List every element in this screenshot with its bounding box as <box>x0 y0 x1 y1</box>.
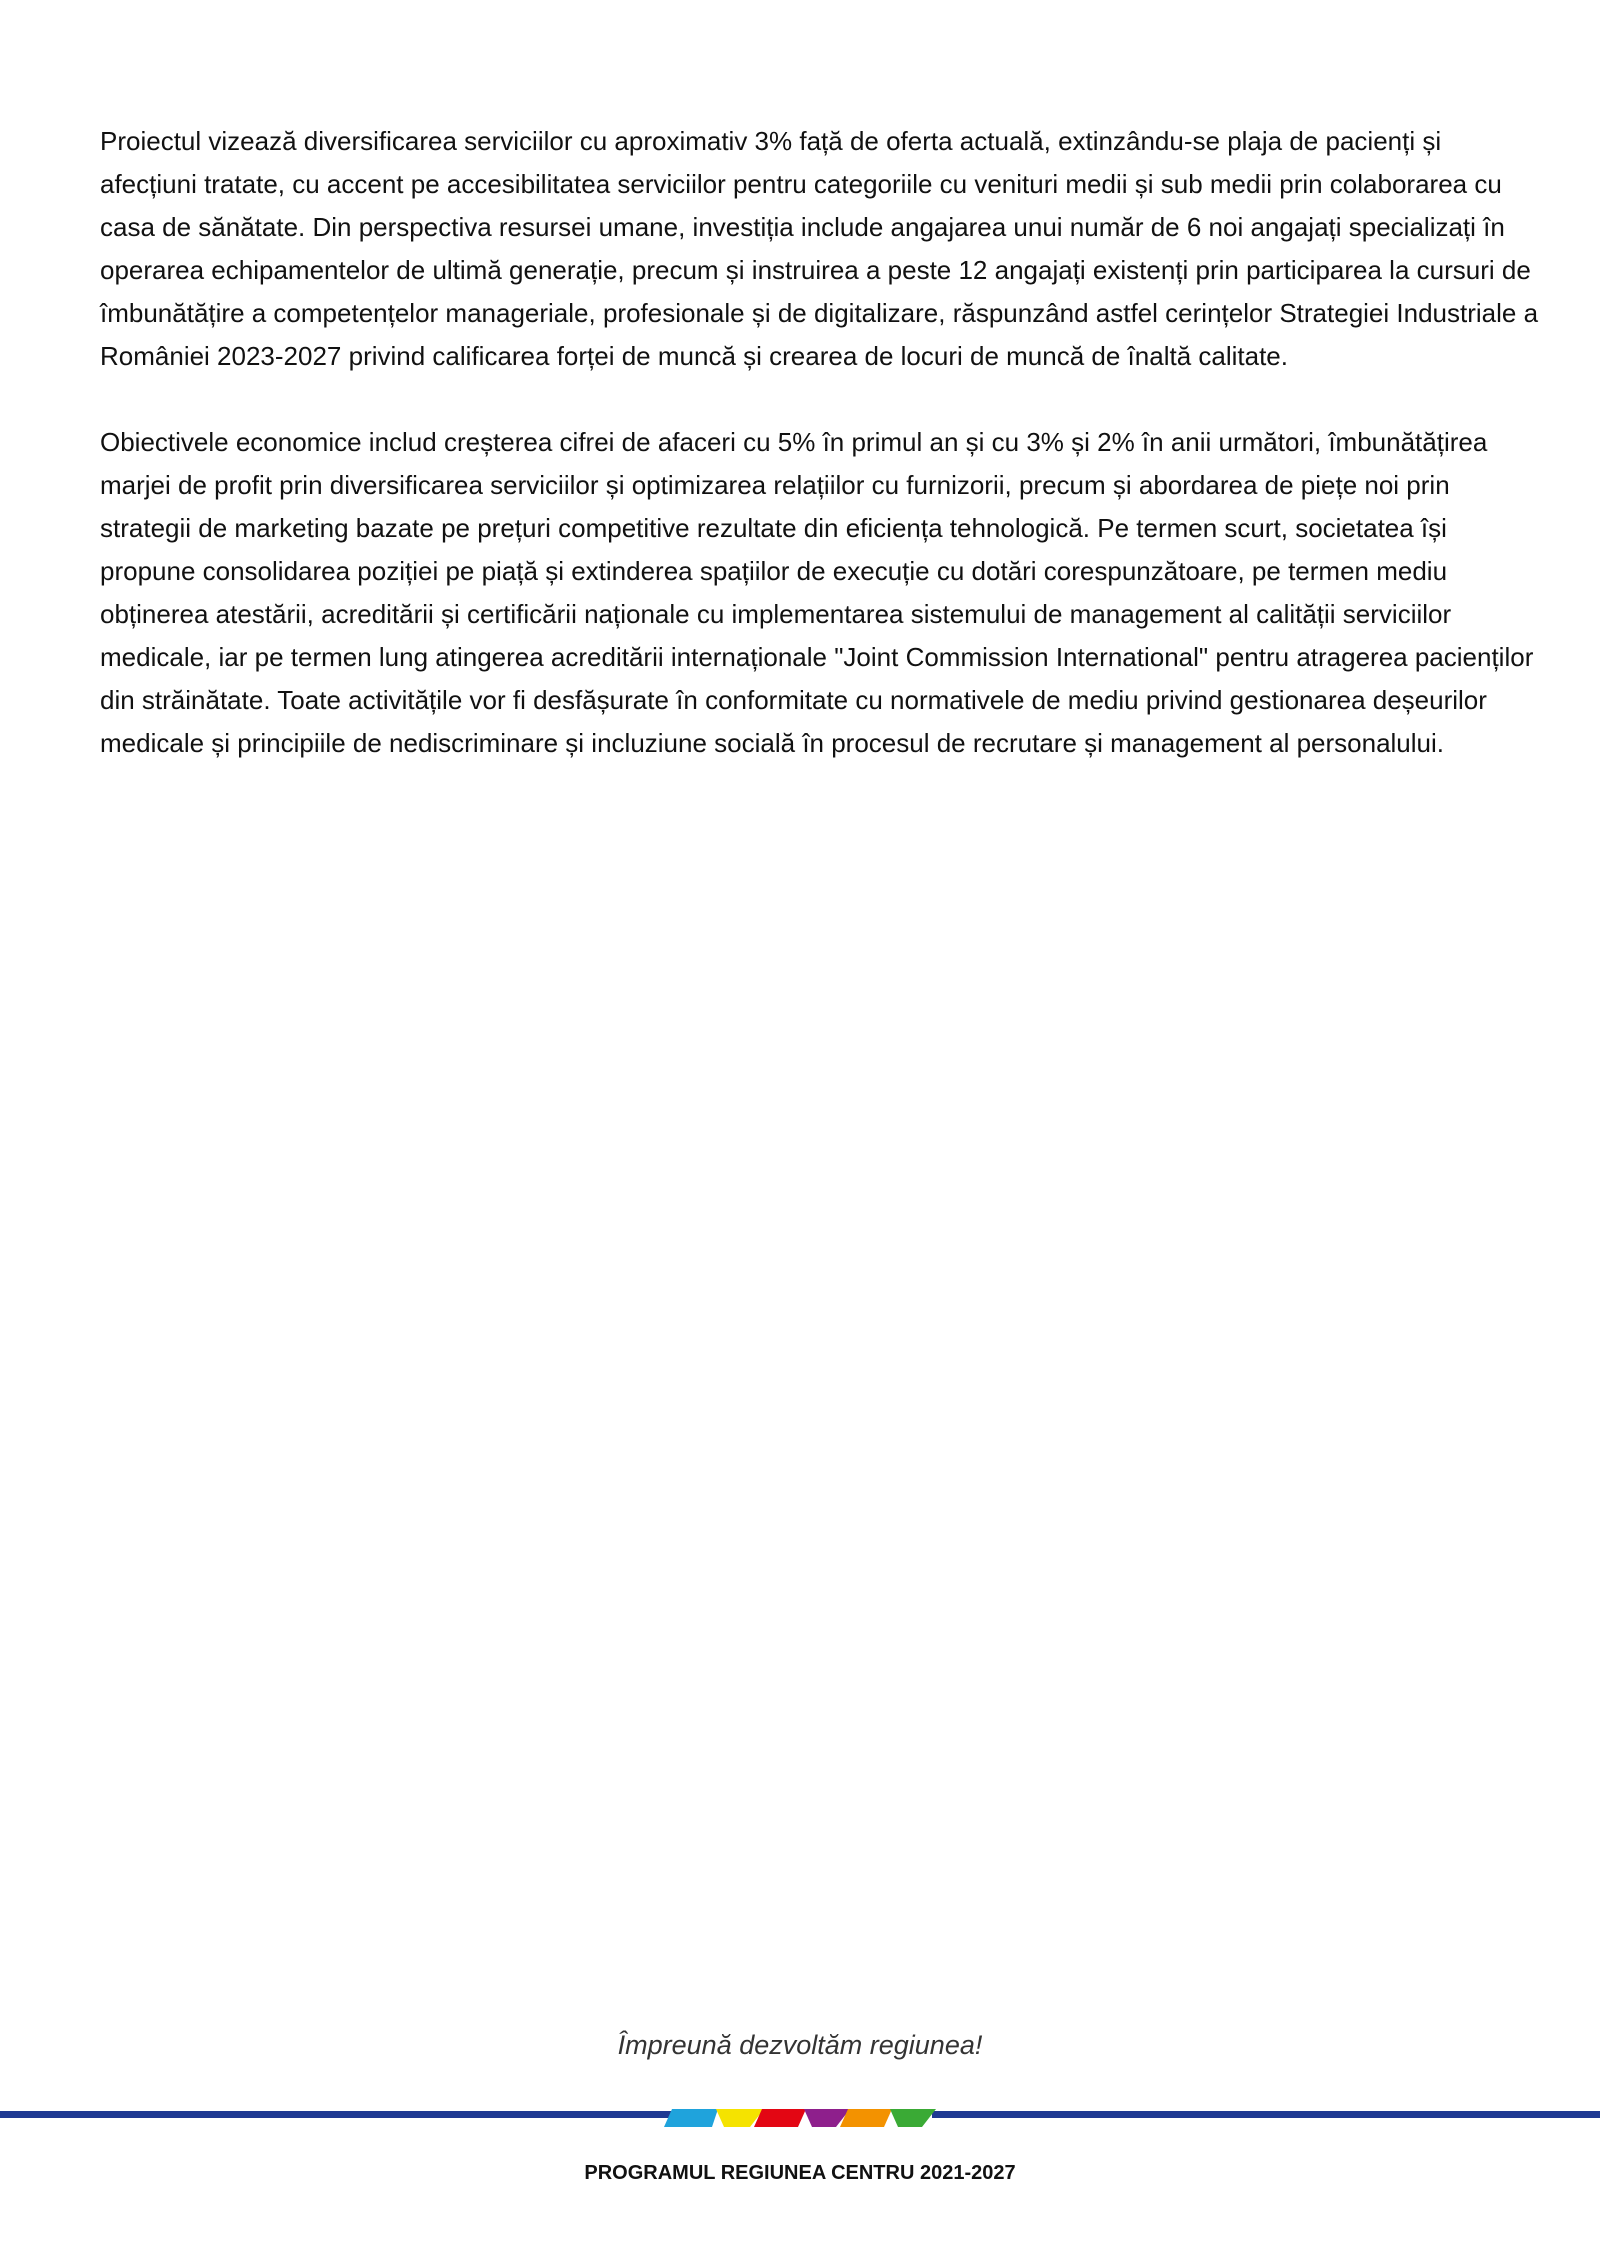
footer-program-name: PROGRAMUL REGIUNEA CENTRU 2021-2027 <box>584 2162 1016 2184</box>
paragraph-services: Proiectul vizează diversificarea serviciilor cu aproximativ 3% față de oferta actuală, extinzându-se plaja de pacienți și afecțiuni tratate, cu accent pe accesibilitatea serviciilor pentru categoriile cu venituri medii și sub medii prin colaborarea cu casa de sănătate. Din perspectiva resursei umane, investiția include angajarea unui număr de 6 noi angajați specializați în operarea echipamentelor de ultimă generație, precum și instruirea a peste 12 angajați existenți prin participarea la cursuri de îmbunătățire a competențelor manageriale, profesionale și de digitalizare, răspunzând astfel cerințelor Strategiei Industriale a României 2023-2027 privind calificarea forței de muncă și crearea de locuri de muncă de înaltă calitate. <box>100 126 1539 371</box>
band-segment-5 <box>840 2109 892 2127</box>
document-body <box>100 120 1540 765</box>
footer-slogan: Împreună dezvoltăm regiunea! <box>617 2030 983 2060</box>
footer-color-band <box>0 2103 1600 2129</box>
band-line-left <box>0 2111 672 2118</box>
band-segment-3 <box>754 2109 806 2127</box>
band-segment-1 <box>664 2109 718 2127</box>
band-line-right <box>932 2111 1600 2118</box>
band-segment-6 <box>890 2109 936 2127</box>
paragraph-objectives: Obiectivele economice includ creșterea cifrei de afaceri cu 5% în primul an și cu 3% și 2% în anii următori, îmbunătățirea marjei de profit prin diversificarea serviciilor și optimizarea relațiilor cu furnizorii, precum și abordarea de piețe noi prin strategii de marketing bazate pe prețuri competitive rezultate din eficiența tehnologică. Pe termen scurt, societatea își propune consolidarea poziției pe piață și extinderea spațiilor de execuție cu dotări corespunzătoare, pe termen mediu obținerea atestării, acreditării și certificării naționale cu implementarea sistemului de management al calității serviciilor medicale, iar pe termen lung atingerea acreditării internaționale "Joint Commission International" pentru atragerea pacienților din străinătate. Toate activitățile vor fi desfășurate în conformitate cu normativele de mediu privind gestionarea deșeurilor medicale și principiile de nediscriminare și incluziune socială în procesul de recrutare și management al personalului. <box>100 427 1534 758</box>
